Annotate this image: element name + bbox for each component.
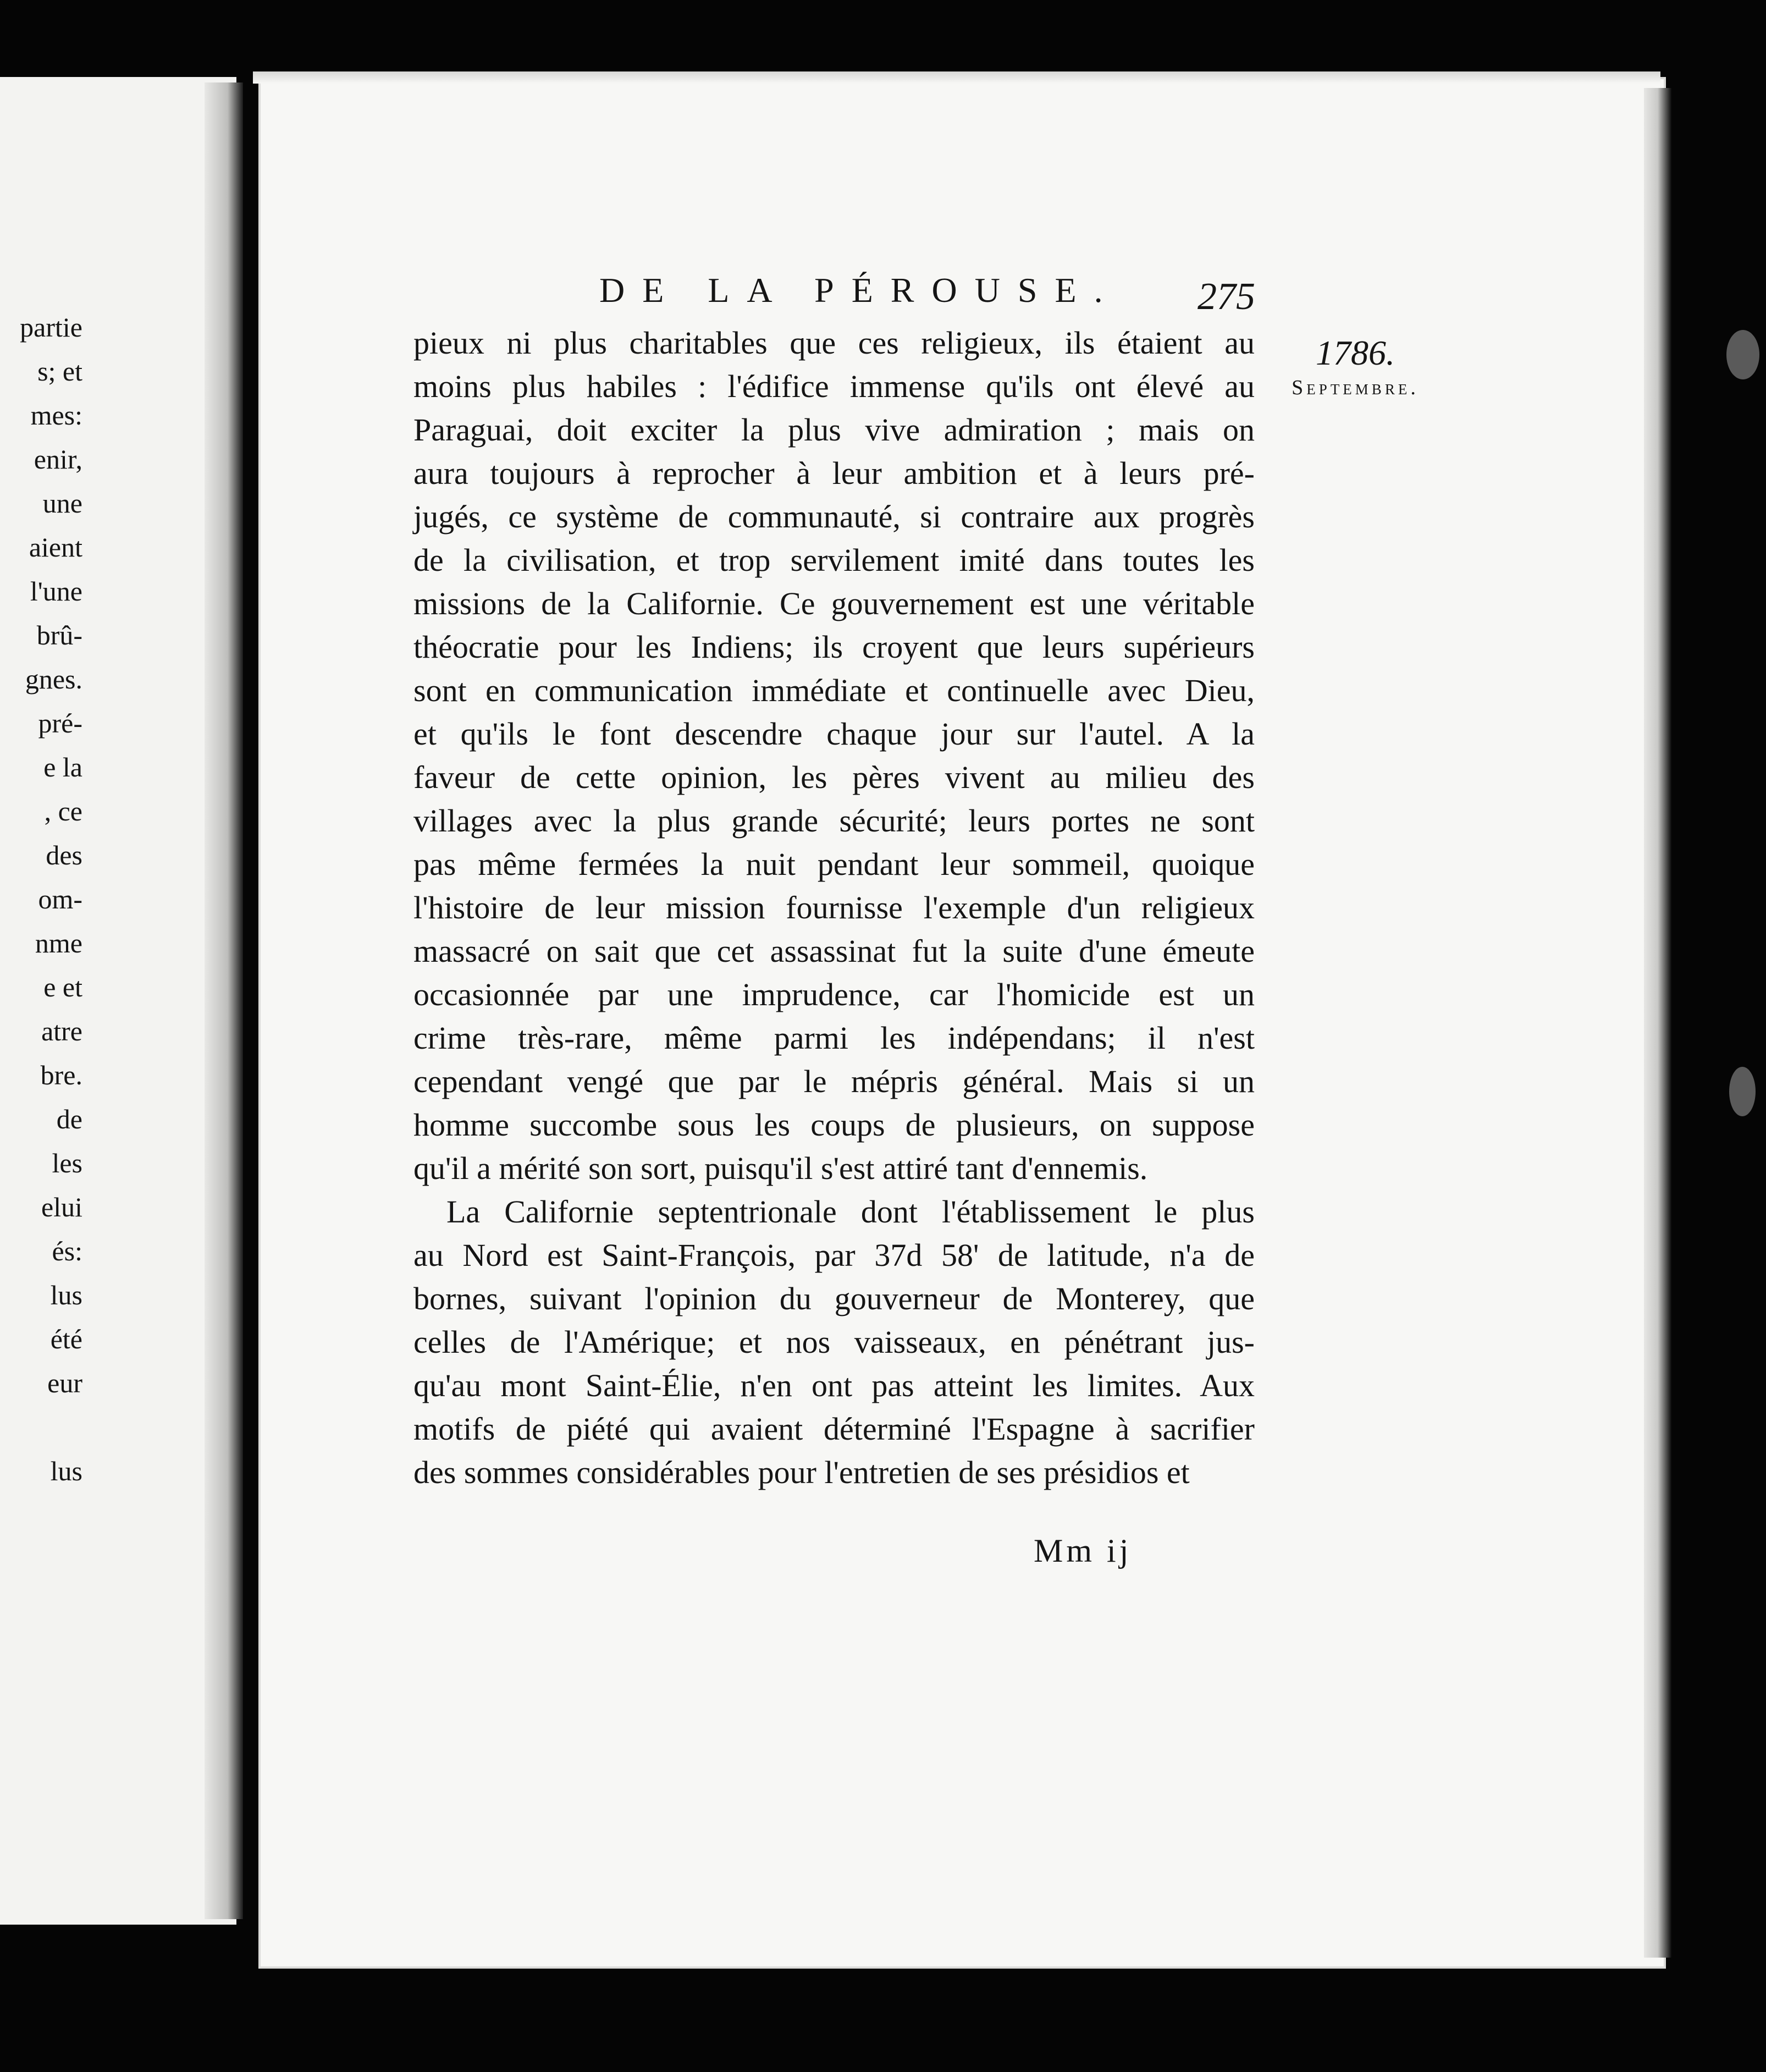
text-line: occasionnée par une imprudence, car l'homicide est un <box>413 977 1255 1012</box>
text-line: cependant vengé que par le mépris général. Mais si un <box>413 1063 1255 1099</box>
left-page-fragment: atre <box>41 1016 82 1046</box>
text-line: au Nord est Saint-François, par 37d 58' de latitude, n'a de <box>413 1237 1255 1273</box>
left-page-fragment: eur <box>47 1368 82 1398</box>
text-line: qu'il a mérité son sort, puisqu'il s'est attiré tant d'ennemis. <box>413 1150 1148 1186</box>
left-page-fragment: partie <box>20 312 82 343</box>
left-page-fragment: aient <box>29 532 82 563</box>
left-page-fragment: enir, <box>34 444 82 475</box>
text-line: massacré on sait que cet assassinat fut la suite d'une émeute <box>413 933 1255 969</box>
text-line: sont en communication immédiate et continuelle avec Dieu, <box>413 673 1255 708</box>
edge-blemish <box>1729 1067 1756 1116</box>
left-page-fragment: pré- <box>38 708 82 739</box>
text-line: bornes, suivant l'opinion du gouverneur de Monterey, que <box>413 1281 1255 1316</box>
left-page-fragment: bre. <box>40 1060 82 1090</box>
page-number: 275 <box>1197 275 1255 318</box>
left-page-fragment: une <box>42 488 82 519</box>
text-line: pas même fermées la nuit pendant leur sommeil, quoique <box>413 846 1255 882</box>
margin-note <box>1281 332 1430 401</box>
body-text <box>413 321 1255 1494</box>
left-page-fragment: gnes. <box>25 664 82 695</box>
page-edge-shadow <box>1644 88 1671 1958</box>
left-page-fragment: lus <box>50 1280 82 1310</box>
left-page-fragment: nme <box>35 928 82 958</box>
text-line: pieux ni plus charitables que ces religieux, ils étaient au <box>413 325 1255 361</box>
left-page-fragment: om- <box>38 884 82 914</box>
left-page-fragment: brû- <box>36 620 82 651</box>
margin-month: Septembre. <box>1292 376 1419 399</box>
text-line: et qu'ils le font descendre chaque jour sur l'autel. A la <box>413 716 1255 752</box>
left-page-fragment: les <box>52 1148 82 1178</box>
margin-year: 1786. <box>1316 333 1395 372</box>
text-line: l'histoire de leur mission fournisse l'exemple d'un religieux <box>413 890 1255 925</box>
text-line: moins plus habiles : l'édifice immense qu'ils ont élevé au <box>413 368 1255 404</box>
edge-blemish <box>1726 330 1759 379</box>
text-line: villages avec la plus grande sécurité; leurs portes ne sont <box>413 803 1255 839</box>
text-line: missions de la Californie. Ce gouvernement est une véritable <box>413 586 1255 621</box>
running-title: DE LA PÉROUSE. <box>599 271 1121 310</box>
text-line: des sommes considérables pour l'entretien de ses présidios et <box>413 1454 1190 1490</box>
text-line: théocratie pour les Indiens; ils croyent que leurs supérieurs <box>413 629 1255 665</box>
left-page-fragment: és: <box>52 1236 82 1266</box>
book-gutter <box>205 82 243 1919</box>
left-page-fragment: , ce <box>44 796 82 826</box>
text-line: faveur de cette opinion, les pères vivent au milieu des <box>413 759 1255 795</box>
text-line: de la civilisation, et trop servilement imité dans toutes les <box>413 542 1255 578</box>
left-page-fragment: été <box>50 1324 82 1354</box>
left-page-fragment: des <box>46 840 82 870</box>
left-page-fragment: mes: <box>30 400 82 431</box>
text-line: crime très-rare, même parmi les indépendans; il n'est <box>413 1020 1255 1056</box>
page-top-edge <box>253 71 1660 84</box>
text-line: jugés, ce système de communauté, si contraire aux progrès <box>413 499 1255 534</box>
text-line: motifs de piété qui avaient déterminé l'Espagne à sacrifier <box>413 1411 1255 1447</box>
left-page-fragment: elui <box>41 1192 82 1222</box>
text-line: La Californie septentrionale dont l'établissement le plus <box>446 1194 1255 1230</box>
left-page-fragment: s; et <box>37 356 82 387</box>
left-page-fragment: de <box>56 1104 82 1134</box>
left-page-fragment: l'une <box>30 576 82 607</box>
text-line: aura toujours à reprocher à leur ambition et à leurs pré- <box>413 455 1255 491</box>
signature-mark: Mm ij <box>1034 1533 1132 1569</box>
text-line: qu'au mont Saint-Élie, n'en ont pas atteint les limites. Aux <box>413 1368 1255 1403</box>
text-line: Paraguai, doit exciter la plus vive admiration ; mais on <box>413 412 1255 448</box>
left-page-fragment: e et <box>43 972 82 1002</box>
left-page-fragment: e la <box>43 752 82 782</box>
left-page-fragment: lus <box>50 1456 82 1486</box>
text-line: celles de l'Amérique; et nos vaisseaux, en pénétrant jus- <box>413 1324 1255 1360</box>
text-line: homme succombe sous les coups de plusieurs, on suppose <box>413 1107 1255 1143</box>
